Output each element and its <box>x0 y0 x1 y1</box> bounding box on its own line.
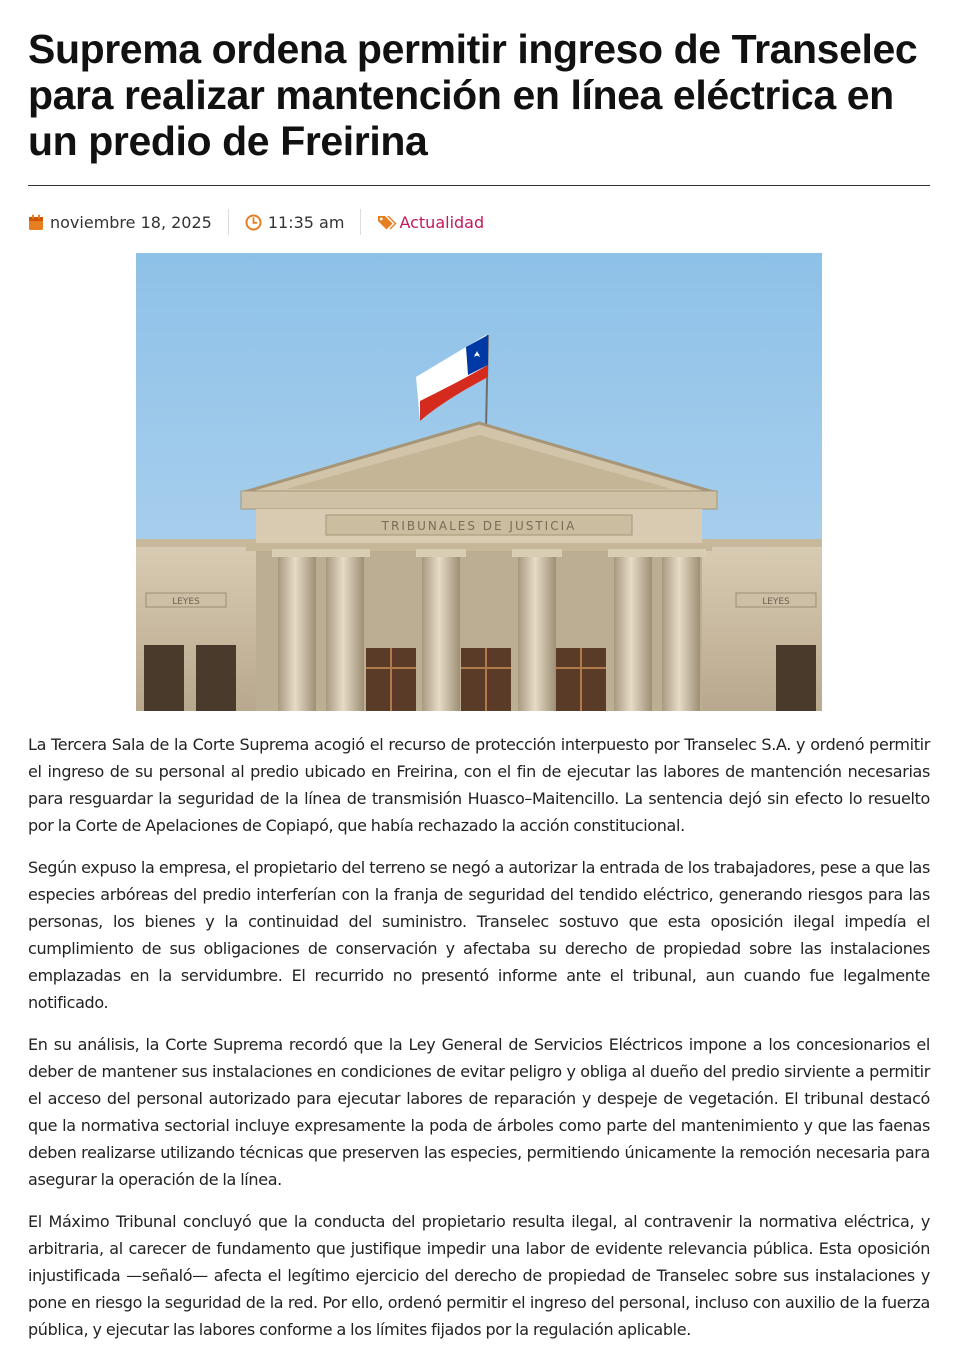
meta-category[interactable] <box>377 213 484 232</box>
right-plaque-text: LEYES <box>762 597 790 607</box>
article-paragraph: El Máximo Tribunal concluyó que la conducta del propietario resulta ilegal, al contravenir la normativa eléctrica, y arbitraria, al carecer de fundamento que justifique impedir una labor de evidente relevancia pública. Esta oposición injustificada —señaló— afecta el legítimo ejercicio del derecho de propiedad de Transelec sobre sus instalaciones y pone en riesgo la seguridad de la red. Por ello, ordenó permitir el ingreso del personal, incluso con auxilio de la fuerza pública, y ejecutar las labores conforme a los límites fijados por la regulación aplicable. <box>28 1212 930 1339</box>
article-paragraph: Según expuso la empresa, el propietario del terreno se negó a autorizar la entrada de los trabajadores, pese a que las especies arbóreas del predio interferían con la franja de seguridad del tendido eléctrico, generando riesgos para las personas, los bienes y la continuidad del suministro. Transelec sostuvo que esta oposición ilegal impedía el cumplimiento de sus obligaciones de conservación y afectaba su derecho de propiedad sobre las instalaciones emplazadas en la servidumbre. El recurrido no presentó informe ante el tribunal, aun cuando fue legalmente notificado. <box>28 858 930 1012</box>
clock-icon <box>245 214 268 231</box>
meta-time <box>245 213 345 232</box>
article-body <box>28 731 930 1343</box>
meta-date <box>28 213 212 232</box>
meta-separator <box>360 209 361 235</box>
category-link[interactable]: Actualidad <box>399 212 485 232</box>
left-plaque-text: LEYES <box>172 597 200 607</box>
facade-inscription: TRIBUNALES DE JUSTICIA <box>381 519 577 533</box>
article-paragraph: La Tercera Sala de la Corte Suprema acogió el recurso de protección interpuesto por Transelec S.A. y ordenó permitir el ingreso de su personal al predio ubicado en Freirina, con el fin de ejecutar las labores de mantención necesarias para resguardar la seguridad de la línea de transmisión Huasco–Maitencillo. La sentencia dejó sin efecto lo resuelto por la Corte de Apelaciones de Copiapó, que había rechazado la acción constitucional. <box>28 735 930 835</box>
article-paragraph: En su análisis, la Corte Suprema recordó que la Ley General de Servicios Eléctricos impone a los concesionarios el deber de mantener sus instalaciones en condiciones de evitar peligro y obliga al dueño del predio sirviente a permitir el acceso del personal autorizado para ejecutar labores de reparación y despeje de vegetación. El tribunal destacó que la normativa sectorial incluye expresamente la poda de árboles como parte del mantenimiento y que las faenas deben realizarse utilizando técnicas que preserven las especies, permitiendo únicamente la remoción necesaria para asegurar la operación de la línea. <box>28 1035 930 1189</box>
calendar-icon <box>28 214 50 231</box>
meta-separator <box>228 209 229 235</box>
time-text: 11:35 am <box>267 212 345 232</box>
tags-icon <box>377 214 399 231</box>
article-meta <box>28 208 930 236</box>
date-text: noviembre 18, 2025 <box>50 212 212 232</box>
article-image <box>136 253 822 711</box>
article-title: Suprema ordena permitir ingreso de Transelec para realizar mantención en línea eléctrica en un predio de Freirina <box>28 26 918 164</box>
title-divider <box>28 185 930 186</box>
